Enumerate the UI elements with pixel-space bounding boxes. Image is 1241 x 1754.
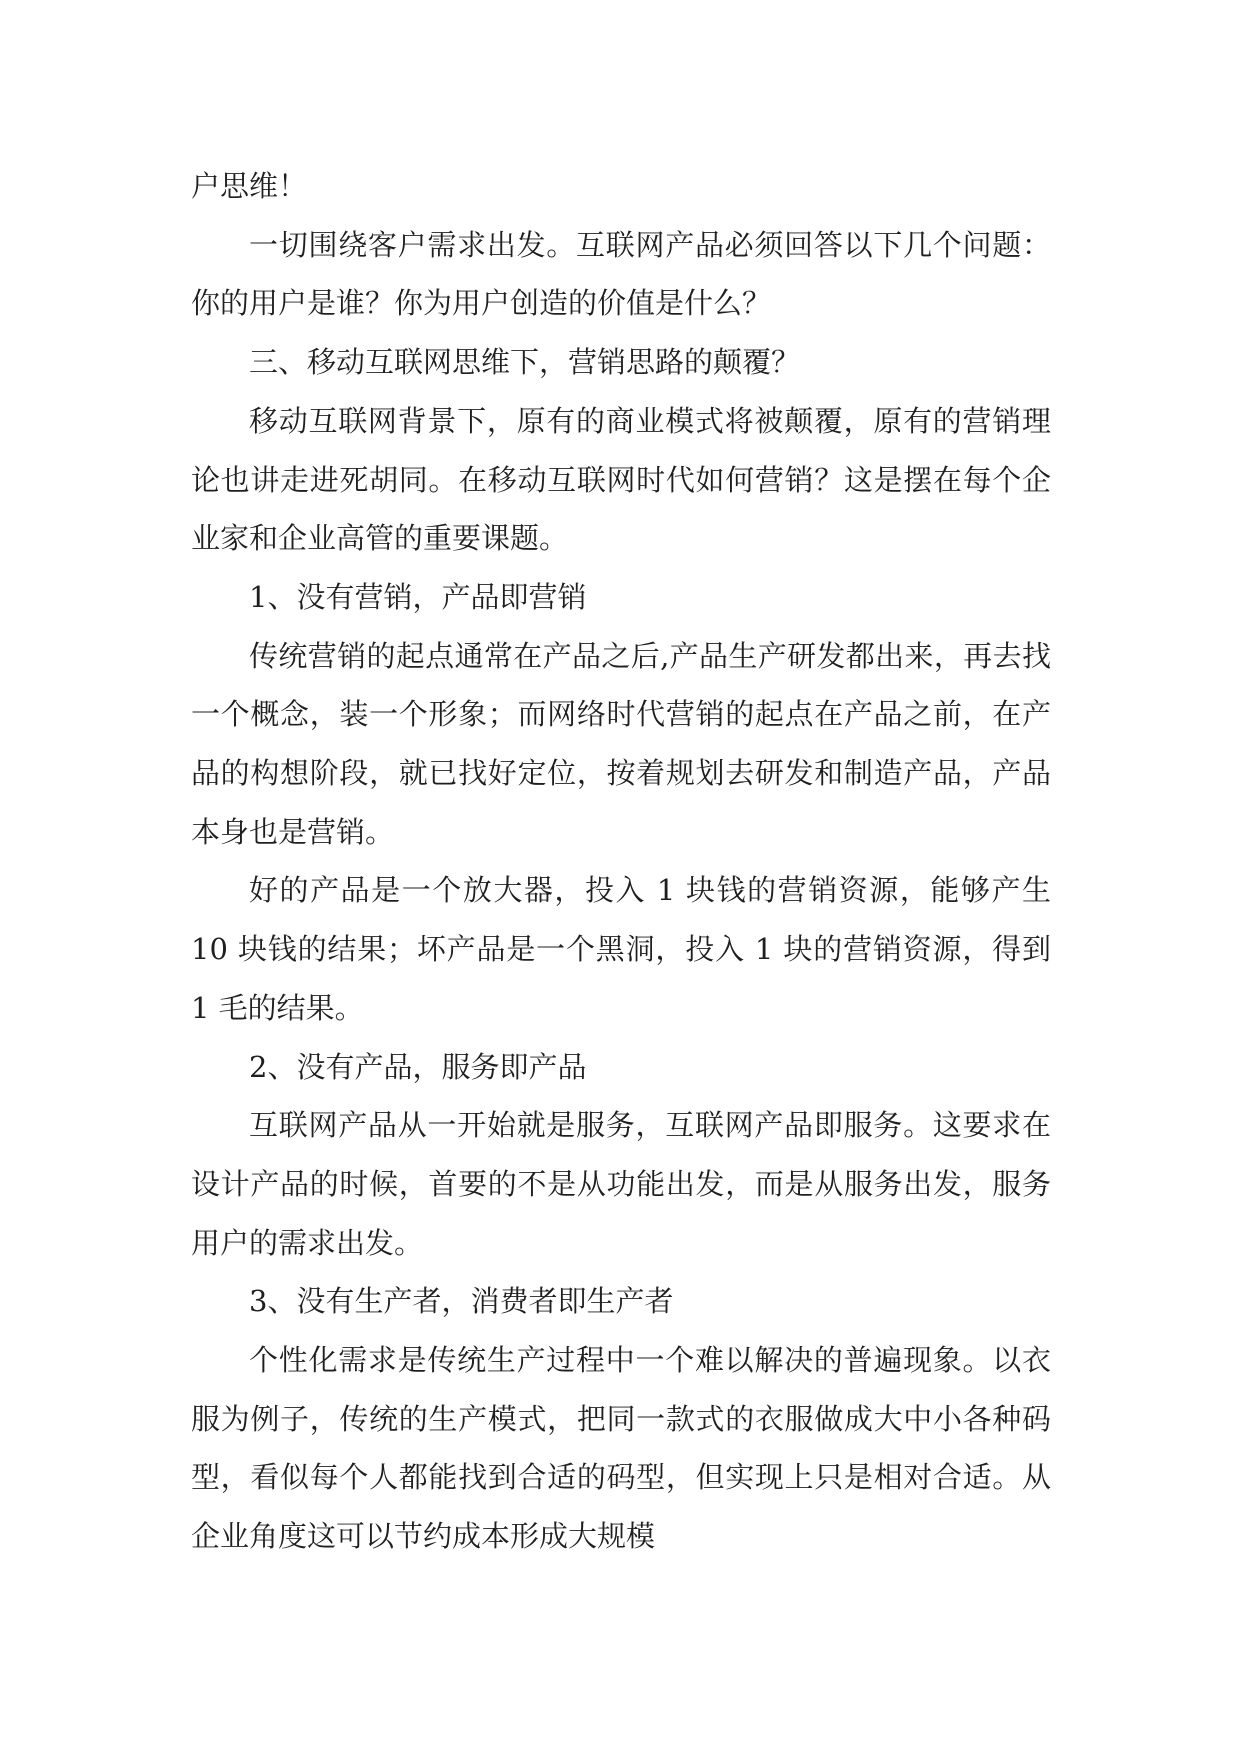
paragraph-mobile-internet: 移动互联网背景下，原有的商业模式将被颠覆，原有的营销理论也讲走进死胡同。在移动互联网时代如何营销？这是摆在每个企业家和企业高管的重要课题。 xyxy=(191,403,1051,556)
paragraph-amplifier: 好的产品是一个放大器，投入 1 块钱的营销资源，能够产生 10 块钱的结果；坏产品是一个黑洞，投入 1 块的营销资源，得到 1 毛的结果。 xyxy=(191,873,1051,1025)
paragraph-customer-needs: 一切围绕客户需求出发。互联网产品必须回答以下几个问题：你的用户是谁？你为用户创造的价值是什么？ xyxy=(191,227,1051,321)
document-body xyxy=(191,157,1051,1566)
paragraph-personalization: 个性化需求是传统生产过程中一个难以解决的普遍现象。以衣服为例子，传统的生产模式，把同一款式的衣服做成大中小各种码型，看似每个人都能找到合适的码型，但实现上只是相对合适。从企业角度这可以节约成本形成大规模 xyxy=(191,1343,1051,1554)
paragraph-continuation: 户思维！ xyxy=(191,169,308,203)
paragraph-service: 互联网产品从一开始就是服务，互联网产品即服务。这要求在设计产品的时候，首要的不是从功能出发，而是从服务出发，服务用户的需求出发。 xyxy=(191,1108,1051,1260)
subheading-1: 1、没有营销，产品即营销 xyxy=(249,579,587,614)
subheading-2: 2、没有产品，服务即产品 xyxy=(249,1049,587,1084)
section-heading-marketing: 三、移动互联网思维下，营销思路的颠覆？ xyxy=(249,345,801,380)
subheading-3: 3、没有生产者，消费者即生产者 xyxy=(249,1284,674,1319)
paragraph-traditional-marketing: 传统营销的起点通常在产品之后,产品生产研发都出来，再去找一个概念，装一个形象；而网络时代营销的起点在产品之前，在产品的构想阶段，就已找好定位，按着规划去研发和制造产品，产品本身也是营销。 xyxy=(191,638,1051,849)
